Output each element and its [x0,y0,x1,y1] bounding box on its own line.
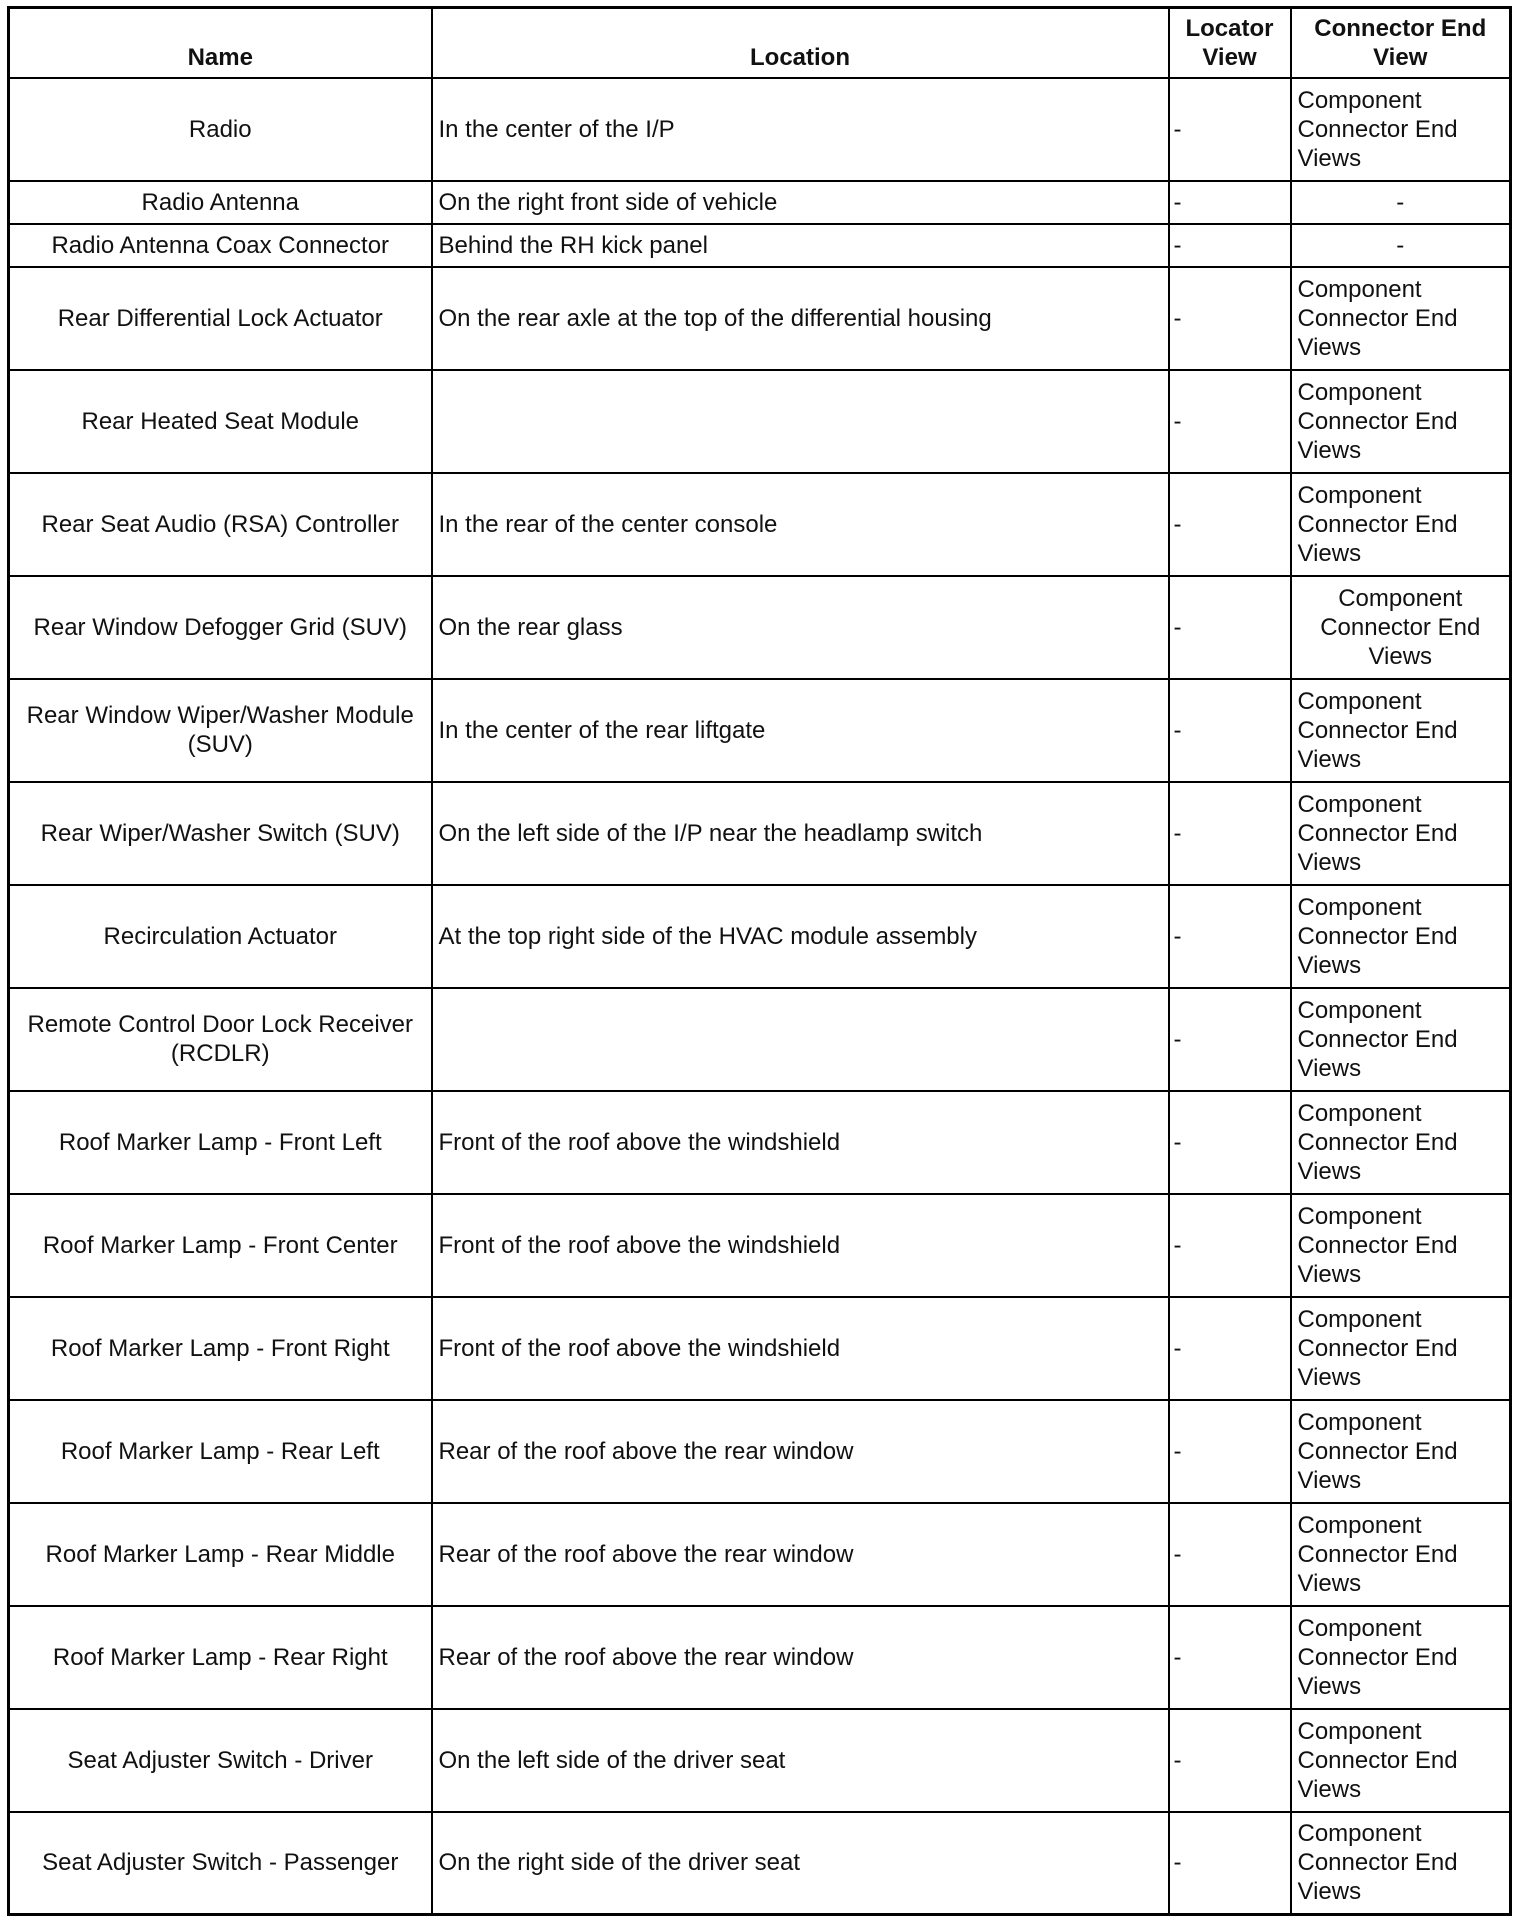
cell-connector-end-view: Component Connector End Views [1291,267,1511,370]
cell-locator-view: - [1169,1400,1291,1503]
cell-connector-end-view: Component Connector End Views [1291,473,1511,576]
header-location: Location [432,8,1169,78]
cell-connector-end-view: Component Connector End Views [1291,1400,1511,1503]
cell-name: Seat Adjuster Switch - Passenger [9,1812,432,1915]
table-row [9,1503,1511,1606]
table-row [9,370,1511,473]
cell-locator-view: - [1169,181,1291,224]
cell-name: Rear Window Wiper/Washer Module (SUV) [9,679,432,782]
cell-location: In the center of the rear liftgate [432,679,1169,782]
cell-name: Roof Marker Lamp - Front Right [9,1297,432,1400]
component-location-table [7,6,1512,1916]
cell-connector-end-view: Component Connector End Views [1291,782,1511,885]
cell-connector-end-view: - [1291,181,1511,224]
cell-locator-view: - [1169,78,1291,181]
cell-location: On the rear axle at the top of the differential housing [432,267,1169,370]
cell-location: Front of the roof above the windshield [432,1194,1169,1297]
cell-connector-end-view: Component Connector End Views [1291,1091,1511,1194]
cell-location: On the left side of the driver seat [432,1709,1169,1812]
table-row [9,1194,1511,1297]
cell-locator-view: - [1169,1503,1291,1606]
cell-locator-view: - [1169,224,1291,267]
cell-connector-end-view: Component Connector End Views [1291,679,1511,782]
table-row [9,78,1511,181]
table-row [9,988,1511,1091]
table-row [9,181,1511,224]
header-name: Name [9,8,432,78]
header-locator-view: Locator View [1169,8,1291,78]
table-row [9,1091,1511,1194]
table-row [9,1812,1511,1915]
cell-name: Rear Wiper/Washer Switch (SUV) [9,782,432,885]
cell-connector-end-view: - [1291,224,1511,267]
cell-name: Recirculation Actuator [9,885,432,988]
cell-location [432,988,1169,1091]
cell-connector-end-view: Component Connector End Views [1291,1812,1511,1915]
cell-locator-view: - [1169,267,1291,370]
cell-location: On the right side of the driver seat [432,1812,1169,1915]
cell-name: Rear Heated Seat Module [9,370,432,473]
cell-location: Rear of the roof above the rear window [432,1606,1169,1709]
cell-name: Rear Differential Lock Actuator [9,267,432,370]
cell-name: Radio Antenna Coax Connector [9,224,432,267]
cell-locator-view: - [1169,885,1291,988]
cell-location: On the right front side of vehicle [432,181,1169,224]
cell-name: Rear Seat Audio (RSA) Controller [9,473,432,576]
cell-connector-end-view: Component Connector End Views [1291,885,1511,988]
cell-connector-end-view: Component Connector End Views [1291,370,1511,473]
cell-location: Front of the roof above the windshield [432,1091,1169,1194]
cell-locator-view: - [1169,370,1291,473]
cell-locator-view: - [1169,1091,1291,1194]
cell-name: Roof Marker Lamp - Rear Middle [9,1503,432,1606]
cell-name: Radio [9,78,432,181]
cell-name: Roof Marker Lamp - Rear Left [9,1400,432,1503]
cell-name: Roof Marker Lamp - Rear Right [9,1606,432,1709]
table-body [9,78,1511,1915]
table-header-row [9,8,1511,78]
cell-location: On the rear glass [432,576,1169,679]
cell-locator-view: - [1169,782,1291,885]
cell-connector-end-view: Component Connector End Views [1291,78,1511,181]
cell-name: Rear Window Defogger Grid (SUV) [9,576,432,679]
cell-name: Roof Marker Lamp - Front Left [9,1091,432,1194]
cell-locator-view: - [1169,1194,1291,1297]
table-row [9,1297,1511,1400]
cell-location: Front of the roof above the windshield [432,1297,1169,1400]
cell-location [432,370,1169,473]
cell-connector-end-view: Component Connector End Views [1291,1194,1511,1297]
cell-locator-view: - [1169,679,1291,782]
table-row [9,679,1511,782]
table-row [9,576,1511,679]
table-row [9,224,1511,267]
cell-location: Behind the RH kick panel [432,224,1169,267]
cell-locator-view: - [1169,576,1291,679]
cell-locator-view: - [1169,988,1291,1091]
cell-location: Rear of the roof above the rear window [432,1503,1169,1606]
table-row [9,885,1511,988]
cell-location: In the center of the I/P [432,78,1169,181]
table-row [9,1709,1511,1812]
table-row [9,782,1511,885]
cell-location: On the left side of the I/P near the headlamp switch [432,782,1169,885]
cell-locator-view: - [1169,1812,1291,1915]
table-row [9,1400,1511,1503]
cell-location: Rear of the roof above the rear window [432,1400,1169,1503]
cell-location: In the rear of the center console [432,473,1169,576]
table-row [9,267,1511,370]
cell-connector-end-view: Component Connector End Views [1291,1709,1511,1812]
cell-connector-end-view: Component Connector End Views [1291,576,1511,679]
cell-connector-end-view: Component Connector End Views [1291,1606,1511,1709]
cell-name: Seat Adjuster Switch - Driver [9,1709,432,1812]
cell-connector-end-view: Component Connector End Views [1291,1297,1511,1400]
table-row [9,473,1511,576]
cell-locator-view: - [1169,473,1291,576]
header-connector-end-view: Connector End View [1291,8,1511,78]
cell-name: Radio Antenna [9,181,432,224]
cell-connector-end-view: Component Connector End Views [1291,988,1511,1091]
cell-locator-view: - [1169,1709,1291,1812]
cell-name: Remote Control Door Lock Receiver (RCDLR) [9,988,432,1091]
cell-connector-end-view: Component Connector End Views [1291,1503,1511,1606]
table-row [9,1606,1511,1709]
cell-locator-view: - [1169,1606,1291,1709]
cell-locator-view: - [1169,1297,1291,1400]
cell-location: At the top right side of the HVAC module assembly [432,885,1169,988]
cell-name: Roof Marker Lamp - Front Center [9,1194,432,1297]
